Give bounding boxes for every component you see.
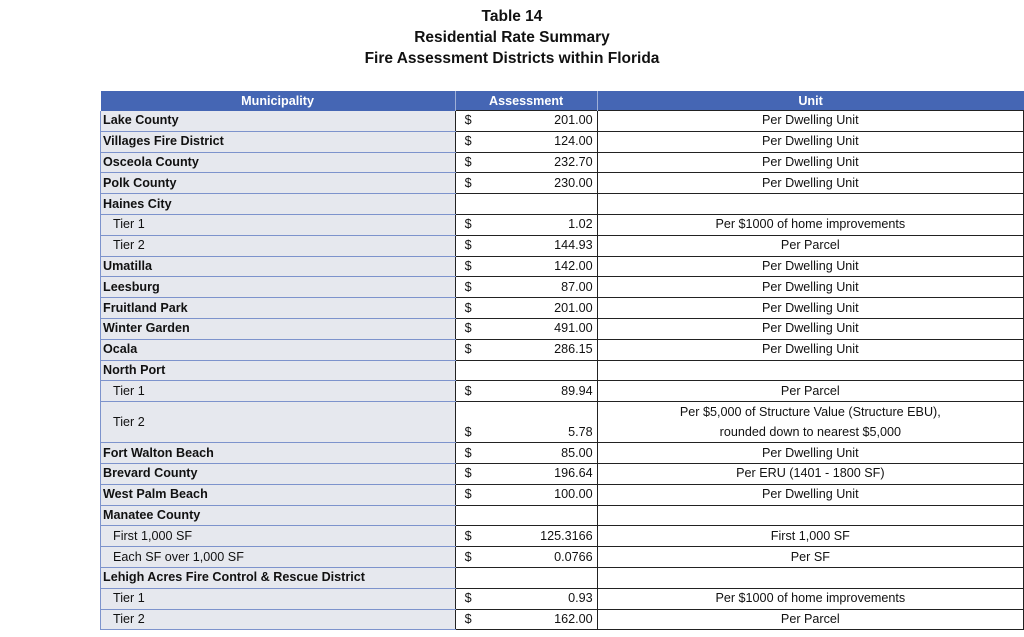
unit-cell — [597, 194, 1023, 215]
municipality-cell: Tier 1 — [101, 214, 456, 235]
assessment-cell — [455, 443, 597, 464]
assessment-cell — [455, 214, 597, 235]
assessment-cell — [455, 235, 597, 256]
table-row — [101, 547, 1024, 568]
municipality-cell: Lake County — [101, 111, 456, 132]
assessment-amount: 196.64 — [554, 466, 593, 481]
assessment-amount: 142.00 — [554, 258, 593, 273]
assessment-cell — [455, 277, 597, 298]
table-row — [101, 360, 1024, 381]
currency-symbol: $ — [464, 238, 472, 253]
assessment-cell — [455, 111, 597, 132]
table-row — [101, 214, 1024, 235]
municipality-cell: Manatee County — [101, 505, 456, 526]
currency-symbol: $ — [464, 425, 472, 440]
assessment-amount: 1.02 — [568, 217, 593, 232]
assessment-cell — [455, 567, 597, 588]
table-title: Residential Rate Summary — [414, 29, 610, 46]
assessment-amount: 201.00 — [554, 300, 593, 315]
unit-text: Per Parcel — [780, 611, 840, 626]
municipality-cell: Leesburg — [101, 277, 456, 298]
unit-text: Per Dwelling Unit — [762, 445, 859, 460]
table-row — [101, 567, 1024, 588]
assessment-cell — [455, 547, 597, 568]
municipality-cell: Tier 1 — [101, 381, 456, 402]
table-row — [101, 402, 1024, 443]
unit-text: First 1,000 SF — [770, 528, 850, 543]
assessment-amount: 89.94 — [561, 383, 593, 398]
currency-symbol: $ — [464, 591, 472, 606]
unit-text: Per Dwelling Unit — [762, 258, 859, 273]
assessment-cell — [455, 402, 597, 443]
table-row — [101, 173, 1024, 194]
assessment-cell — [455, 609, 597, 630]
currency-symbol: $ — [464, 300, 472, 315]
currency-symbol: $ — [464, 113, 472, 128]
unit-cell — [597, 505, 1023, 526]
municipality-cell: Polk County — [101, 173, 456, 194]
table-row — [101, 152, 1024, 173]
unit-cell — [597, 277, 1023, 298]
currency-symbol: $ — [464, 217, 472, 232]
table-subtitle: Fire Assessment Districts within Florida — [364, 50, 660, 67]
currency-symbol: $ — [464, 258, 472, 273]
municipality-cell: Each SF over 1,000 SF — [101, 547, 456, 568]
assessment-cell — [455, 131, 597, 152]
currency-symbol: $ — [464, 279, 472, 294]
table-row — [101, 131, 1024, 152]
assessment-cell — [455, 526, 597, 547]
unit-cell — [597, 567, 1023, 588]
unit-cell — [597, 484, 1023, 505]
unit-cell — [597, 402, 1023, 443]
municipality-cell: Haines City — [101, 194, 456, 215]
currency-symbol: $ — [464, 549, 472, 564]
assessment-cell — [455, 588, 597, 609]
currency-symbol: $ — [464, 321, 472, 336]
municipality-cell: Umatilla — [101, 256, 456, 277]
unit-text: Per $1000 of home improvements — [715, 591, 906, 606]
currency-symbol: $ — [464, 134, 472, 149]
table-row — [101, 277, 1024, 298]
unit-text: Per Dwelling Unit — [762, 154, 859, 169]
municipality-cell: Brevard County — [101, 463, 456, 484]
table-row — [101, 339, 1024, 360]
assessment-amount: 230.00 — [554, 175, 593, 190]
assessment-amount: 201.00 — [554, 113, 593, 128]
municipality-cell: Tier 1 — [101, 588, 456, 609]
header-row — [101, 91, 1024, 111]
assessment-amount: 162.00 — [554, 611, 593, 626]
municipality-cell: Ocala — [101, 339, 456, 360]
unit-cell — [597, 318, 1023, 339]
municipality-cell: Winter Garden — [101, 318, 456, 339]
currency-symbol: $ — [464, 175, 472, 190]
unit-cell — [597, 443, 1023, 464]
assessment-cell — [455, 463, 597, 484]
table-row — [101, 298, 1024, 319]
assessment-cell — [455, 173, 597, 194]
municipality-cell: Fruitland Park — [101, 298, 456, 319]
table-number: Table 14 — [481, 8, 543, 25]
unit-cell — [597, 339, 1023, 360]
table-row — [101, 609, 1024, 630]
currency-symbol: $ — [464, 487, 472, 502]
unit-cell — [597, 547, 1023, 568]
table-row — [101, 505, 1024, 526]
rate-summary-table — [100, 91, 1024, 630]
table-row — [101, 443, 1024, 464]
unit-cell — [597, 609, 1023, 630]
assessment-cell — [455, 484, 597, 505]
municipality-cell: North Port — [101, 360, 456, 381]
currency-symbol: $ — [464, 154, 472, 169]
table-row — [101, 484, 1024, 505]
unit-text: Per SF — [790, 549, 830, 564]
unit-cell — [597, 526, 1023, 547]
unit-line-2: rounded down to nearest $5,000 — [719, 425, 901, 440]
unit-text: Per Dwelling Unit — [762, 300, 859, 315]
currency-symbol: $ — [464, 445, 472, 460]
unit-cell — [597, 298, 1023, 319]
table-row — [101, 256, 1024, 277]
table-row — [101, 588, 1024, 609]
assessment-amount: 491.00 — [554, 321, 593, 336]
unit-cell — [597, 256, 1023, 277]
unit-text: Per Dwelling Unit — [762, 175, 859, 190]
municipality-cell: West Palm Beach — [101, 484, 456, 505]
table-row — [101, 194, 1024, 215]
assessment-cell — [455, 298, 597, 319]
municipality-cell: Tier 2 — [101, 402, 456, 443]
unit-text: Per Dwelling Unit — [762, 342, 859, 357]
header-unit: Unit — [597, 91, 1023, 111]
currency-symbol: $ — [464, 466, 472, 481]
table-body — [101, 111, 1024, 630]
table-caption — [0, 6, 1024, 69]
currency-symbol: $ — [464, 611, 472, 626]
assessment-amount: 286.15 — [554, 342, 593, 357]
unit-text: Per Parcel — [780, 238, 840, 253]
municipality-cell: Fort Walton Beach — [101, 443, 456, 464]
unit-text: Per $1000 of home improvements — [715, 217, 906, 232]
assessment-amount: 124.00 — [554, 134, 593, 149]
table-row — [101, 318, 1024, 339]
unit-text: Per Dwelling Unit — [762, 321, 859, 336]
assessment-amount: 125.3166 — [540, 528, 593, 543]
unit-cell — [597, 463, 1023, 484]
assessment-amount: 87.00 — [561, 279, 593, 294]
unit-text: Per Parcel — [780, 383, 840, 398]
assessment-cell — [455, 152, 597, 173]
municipality-cell: Tier 2 — [101, 609, 456, 630]
table-row — [101, 111, 1024, 132]
municipality-cell: Lehigh Acres Fire Control & Rescue District — [101, 567, 456, 588]
currency-symbol: $ — [464, 383, 472, 398]
assessment-cell — [455, 318, 597, 339]
unit-cell — [597, 588, 1023, 609]
unit-text: Per Dwelling Unit — [762, 113, 859, 128]
assessment-cell — [455, 360, 597, 381]
municipality-cell: Tier 2 — [101, 235, 456, 256]
municipality-cell: First 1,000 SF — [101, 526, 456, 547]
assessment-cell — [455, 256, 597, 277]
unit-text: Per Dwelling Unit — [762, 134, 859, 149]
table-row — [101, 463, 1024, 484]
unit-text: Per ERU (1401 - 1800 SF) — [736, 466, 885, 481]
assessment-cell — [455, 381, 597, 402]
currency-symbol: $ — [464, 342, 472, 357]
assessment-amount: 100.00 — [554, 487, 593, 502]
assessment-amount: 85.00 — [561, 445, 593, 460]
unit-cell — [597, 173, 1023, 194]
assessment-amount: 144.93 — [554, 238, 593, 253]
unit-cell — [597, 235, 1023, 256]
table-row — [101, 526, 1024, 547]
unit-cell — [597, 214, 1023, 235]
header-assessment: Assessment — [455, 91, 597, 111]
unit-cell — [597, 111, 1023, 132]
unit-text: Per Dwelling Unit — [762, 487, 859, 502]
assessment-cell — [455, 505, 597, 526]
unit-text: Per Dwelling Unit — [762, 279, 859, 294]
unit-cell — [597, 152, 1023, 173]
assessment-cell — [455, 339, 597, 360]
currency-symbol: $ — [464, 528, 472, 543]
table-row — [101, 235, 1024, 256]
table-row — [101, 381, 1024, 402]
municipality-cell: Villages Fire District — [101, 131, 456, 152]
assessment-amount: 0.0766 — [554, 549, 593, 564]
unit-cell — [597, 360, 1023, 381]
assessment-amount: 0.93 — [568, 591, 593, 606]
assessment-amount: 232.70 — [554, 154, 593, 169]
unit-cell — [597, 131, 1023, 152]
municipality-cell: Osceola County — [101, 152, 456, 173]
unit-cell — [597, 381, 1023, 402]
unit-line-1: Per $5,000 of Structure Value (Structure EBU), — [679, 405, 941, 420]
header-municipality: Municipality — [101, 91, 456, 111]
assessment-amount: 5.78 — [568, 425, 593, 440]
assessment-cell — [455, 194, 597, 215]
